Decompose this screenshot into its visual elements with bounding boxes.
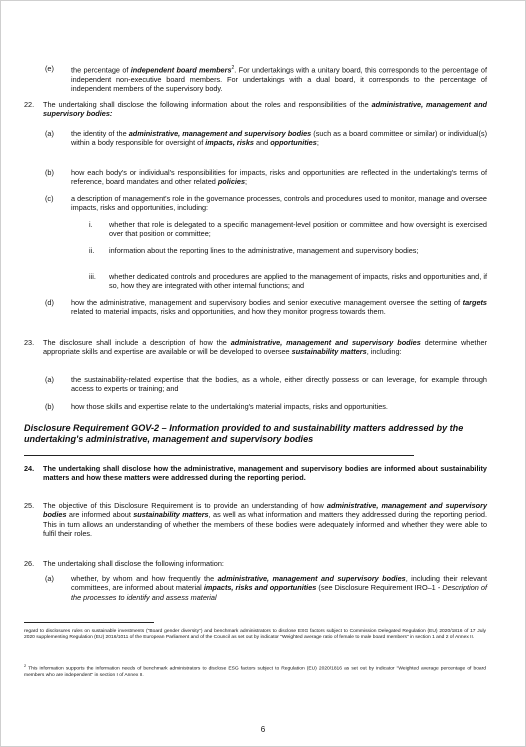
heading-rule (24, 455, 414, 456)
item-label: (a) (45, 574, 54, 583)
paragraph-22: The undertaking shall disclose the following information about the roles and responsibilities of the administrative, management and supervisory bodies: (43, 100, 487, 119)
item-label: (b) (45, 402, 54, 411)
paragraph-number: 25. (24, 501, 35, 510)
paragraph-26: The undertaking shall disclose the following information: (43, 559, 224, 568)
page-number: 6 (260, 725, 266, 734)
footnote-2: $^2$ This information supports the information needs of benchmark administrators to disclose ESG factors subject to Regulation (EU) 2020/1816 as set out by indicator "Weighted average percentage of board members who are independent" in section I of Annex II. (24, 663, 486, 678)
paragraph-24: The undertaking shall disclose how the administrative, management and supervisory bodies are informed about sustainability matters and how these matters were addressed during the reporting period. (43, 464, 487, 483)
footnote-rule (24, 622, 154, 623)
paragraph-number: 26. (24, 559, 35, 568)
paragraph-22d: how the administrative, management and supervisory bodies and senior executive management oversee the setting of targets related to material impacts, risks and opportunities, and how they monitor progress towards them. (71, 298, 487, 317)
paragraph-22c-i: whether that role is delegated to a specific management-level position or committee and how oversight is exercised over that position or committee; (109, 220, 487, 239)
paragraph-22c: a description of management's role in the governance processes, controls and procedures used to monitor, manage and oversee impacts, risks and opportunities, including: (71, 194, 487, 213)
paragraph-22a: the identity of the administrative, management and supervisory bodies (such as a board committee or similar) or individual(s) within a body responsible for oversight of impacts, risks and opportunities; (71, 129, 488, 148)
paragraph-number: 22. (24, 100, 35, 109)
item-label: (c) (45, 194, 54, 203)
item-label: (a) (45, 375, 54, 384)
paragraph-number: 23. (24, 338, 35, 347)
paragraph-number: 24. (24, 464, 35, 473)
section-heading: Disclosure Requirement GOV-2 – Information provided to and sustainability matters addressed by the undertaking's administrative, management and supervisory bodies (24, 423, 464, 445)
item-label: (b) (45, 168, 54, 177)
item-label: (e) (45, 64, 54, 73)
paragraph-23: The disclosure shall include a description of how the administrative, management and supervisory bodies determine whether appropriate skills and expertise are available or will be developed to oversee sustainability matters, including: (43, 338, 487, 357)
paragraph-22c-iii: whether dedicated controls and procedures are applied to the management of impacts, risks and opportunities and, if so, how they are integrated with other internal functions; and (109, 272, 487, 291)
paragraph-23b: how those skills and expertise relate to the undertaking's material impacts, risks and opportunities. (71, 402, 388, 411)
item-label: (a) (45, 129, 54, 138)
item-label: (d) (45, 298, 54, 307)
paragraph-22b: how each body's or individual's responsibilities for impacts, risks and opportunities are reflected in the undertaking's terms of reference, board mandates and other related policies; (71, 168, 487, 187)
subitem-label: iii. (89, 272, 96, 281)
paragraph-26a: whether, by whom and how frequently the administrative, management and supervisory bodies, including their relevant committees, are informed about material impacts, risks and opportunities (see Disclosure Requirement IRO–1 - Description of the processes to identify and assess material (71, 574, 487, 602)
subitem-label: ii. (89, 246, 95, 255)
footnote-1: regard to disclosures rules on sustainable investments ("Board gender diversity") and benchmark administrators to disclose ESG factors subject to Commission Delegated Regulation (EU) 2020/1816 of 17 July 2020 supplementing Regulation (EU) 2016/1011 of the European Parliament and of the Council as set out by indicator "Weighted average ratio of female to male board members" in section 1 and 2 of Annex II. (24, 629, 486, 641)
paragraph-25: The objective of this Disclosure Requirement is to provide an understanding of how administrative, management and supervisory bodies are informed about sustainability matters, as well as what information and matters they addressed during the reporting period. This in turn allows an understanding of whether the members of these bodies were adequately informed and whether they were able to fulfil their roles. (43, 501, 488, 539)
paragraph-e: the percentage of independent board members$^2$. For undertakings with a unitary board, this corresponds to the percentage of independent non-executive board members. For undertakings with a dual board, it corresponds to the percentage of independent members of the supervisory body. (71, 65, 488, 94)
paragraph-23a: the sustainability-related expertise that the bodies, as a whole, either directly possess or can leverage, for example through access to experts or training; and (71, 375, 487, 394)
paragraph-22c-ii: information about the reporting lines to the administrative, management and supervisory bodies; (109, 246, 419, 255)
subitem-label: i. (89, 220, 93, 229)
